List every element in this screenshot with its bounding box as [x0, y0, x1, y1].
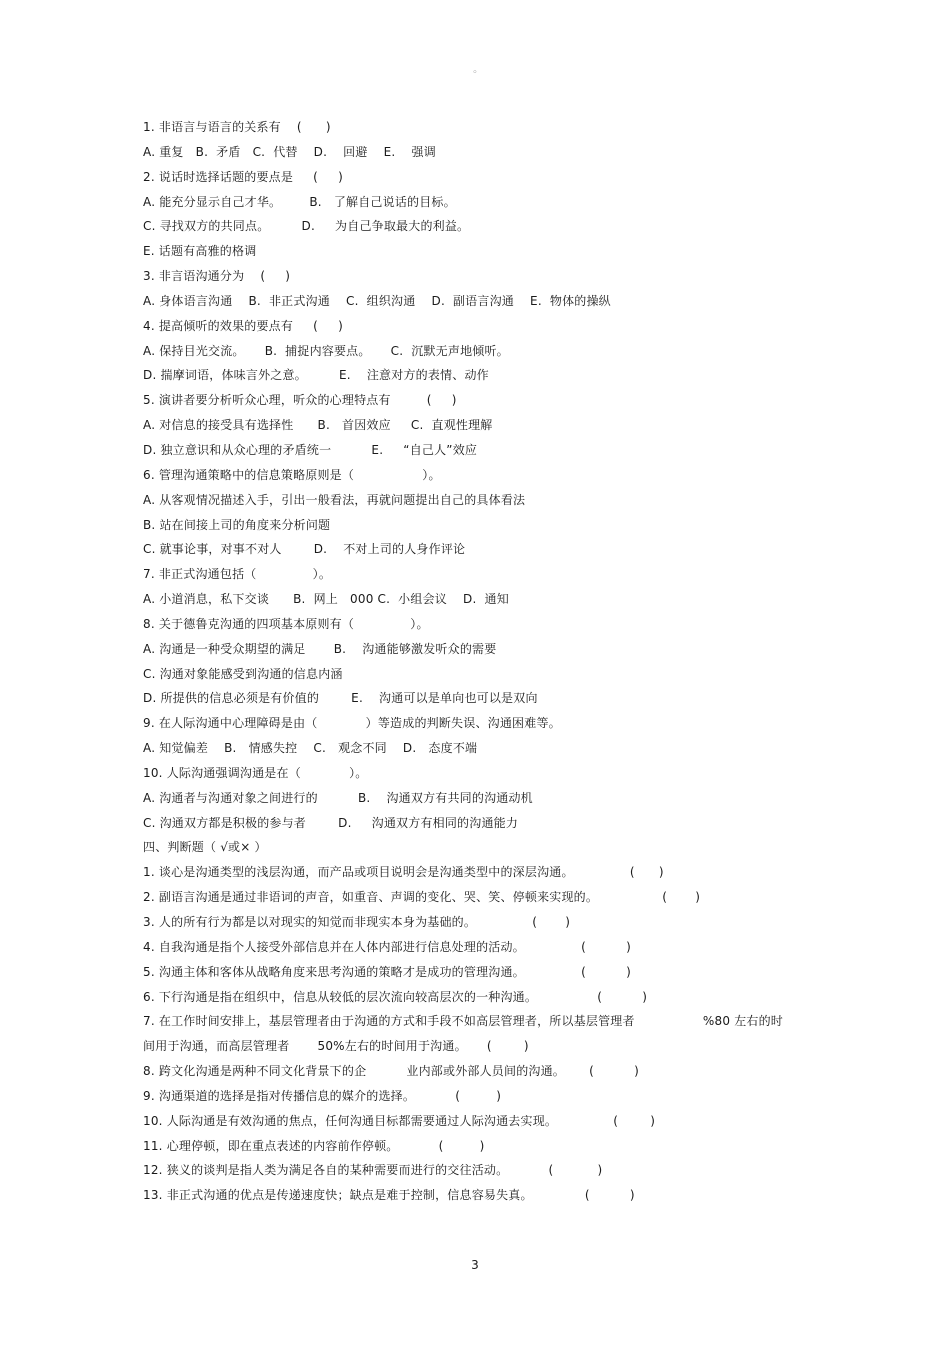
text-line: D. 揣摩词语，体味言外之意。 E. 注意对方的表情、动作 [143, 368, 489, 383]
text-line: A. 身体语言沟通 B. 非正式沟通 C. 组织沟通 D. 副语言沟通 E. 物体的操纵 [143, 293, 611, 308]
text-line: 3. 人的所有行为都是以对现实的知觉而非现实本身为基础的。 ( ) [143, 915, 571, 929]
text-line: 10. 人际沟通是有效沟通的焦点，任何沟通目标都需要通过人际沟通去实现。 ( ) [143, 1113, 656, 1128]
text-line: 3. 非言语沟通分为 ( ) [143, 269, 291, 284]
text-line: C. 寻找双方的共同点。 D. 为自己争取最大的利益。 [143, 219, 470, 234]
text-line: 2. 说话时选择话题的要点是 ( ) [143, 169, 343, 184]
text-line: 7. 非正式沟通包括（ ）。 [143, 567, 332, 582]
text-line: A. 沟通者与沟通对象之间进行的 B. 沟通双方有共同的沟通动机 [143, 790, 533, 805]
text-line: A. 能充分显示自己才华。 B. 了解自己说话的目标。 [143, 194, 456, 209]
text-line: A. 沟通是一种受众期望的满足 B. 沟通能够激发听众的需要 [143, 641, 497, 656]
text-line: 13. 非正式沟通的优点是传递速度快；缺点是难于控制，信息容易失真。 ( ) [143, 1188, 635, 1203]
text-line: 8. 跨文化沟通是两种不同文化背景下的企 业内部或外部人员间的沟通。 ( ) [143, 1064, 640, 1079]
text-line: 6. 下行沟通是指在组织中，信息从较低的层次流向较高层次的一种沟通。 ( ) [143, 989, 648, 1004]
text-line: A. 保持目光交流。 B. 捕捉内容要点。 C. 沉默无声地倾听。 [143, 343, 509, 358]
text-line: A. 对信息的接受具有选择性 B. 首因效应 C. 直观性理解 [143, 418, 493, 433]
text-line: 11. 心理停顿，即在重点表述的内容前作停顿。 ( ) [143, 1138, 485, 1153]
text-line: 间用于沟通，而高层管理者 50%左右的时间用于沟通。 ( ) [143, 1039, 529, 1054]
page-number: 3 [471, 1258, 479, 1272]
text-line: A. 从客观情况描述入手，引出一般看法，再就问题提出自己的具体看法 [143, 492, 526, 507]
text-line: E. 话题有高雅的格调 [143, 244, 257, 259]
text-line: B. 站在间接上司的角度来分析问题 [143, 517, 331, 532]
text-line: 1. 非语言与语言的关系有 ( ) [143, 120, 331, 134]
text-line: 10. 人际沟通强调沟通是在（ ）。 [143, 765, 368, 780]
text-line: 5. 沟通主体和客体从战略角度来思考沟通的策略才是成功的管理沟通。 ( ) [143, 964, 631, 979]
text-line: 4. 提高倾听的效果的要点有 ( ) [143, 318, 343, 333]
text-line: 7. 在工作时间安排上，基层管理者由于沟通的方式和手段不如高层管理者，所以基层管理者 %80 左右的时 [143, 1014, 783, 1029]
question-list [143, 115, 823, 1208]
text-line: C. 沟通对象能感受到沟通的信息内涵 [143, 666, 343, 681]
text-line: D. 独立意识和从众心理的矛盾统一 E. “自己人”效应 [143, 442, 478, 457]
text-line: 1. 谈心是沟通类型的浅层沟通，而产品或项目说明会是沟通类型中的深层沟通。 ( ) [143, 865, 664, 880]
text-line: 5. 演讲者要分析听众心理，听众的心理特点有 ( ) [143, 393, 457, 408]
text-line: 2. 副语言沟通是通过非语词的声音，如重音、声调的变化、哭、笑、停顿来实现的。 ( ) [143, 890, 701, 905]
header-mark: ◦ [472, 68, 478, 78]
text-line: D. 所提供的信息必须是有价值的 E. 沟通可以是单向也可以是双向 [143, 691, 538, 706]
text-line: 6. 管理沟通策略中的信息策略原则是（ ）。 [143, 467, 441, 482]
text-line: 9. 在人际沟通中心理障碍是由（ ）等造成的判断失误、沟通困难等。 [143, 716, 561, 731]
text-line: A. 小道消息，私下交谈 B. 网上 000 C. 小组会议 D. 通知 [143, 592, 509, 607]
text-line: 9. 沟通渠道的选择是指对传播信息的媒介的选择。 ( ) [143, 1088, 502, 1103]
text-line: 12. 狭义的谈判是指人类为满足各自的某种需要而进行的交往活动。 ( ) [143, 1163, 603, 1178]
text-line: A. 知觉偏差 B. 情感失控 C. 观念不同 D. 态度不端 [143, 741, 478, 756]
text-line: 四、判断题（ √或× ） [143, 840, 267, 855]
text-line: 8. 关于德鲁克沟通的四项基本原则有（ ）。 [143, 616, 429, 631]
text-line: A. 重复 B. 矛盾 C. 代替 D. 回避 E. 强调 [143, 144, 436, 159]
text-line: C. 就事论事，对事不对人 D. 不对上司的人身作评论 [143, 542, 466, 557]
text-line: C. 沟通双方都是积极的参与者 D. 沟通双方有相同的沟通能力 [143, 815, 519, 830]
text-line: 4. 自我沟通是指个人接受外部信息并在人体内部进行信息处理的活动。 ( ) [143, 939, 631, 954]
